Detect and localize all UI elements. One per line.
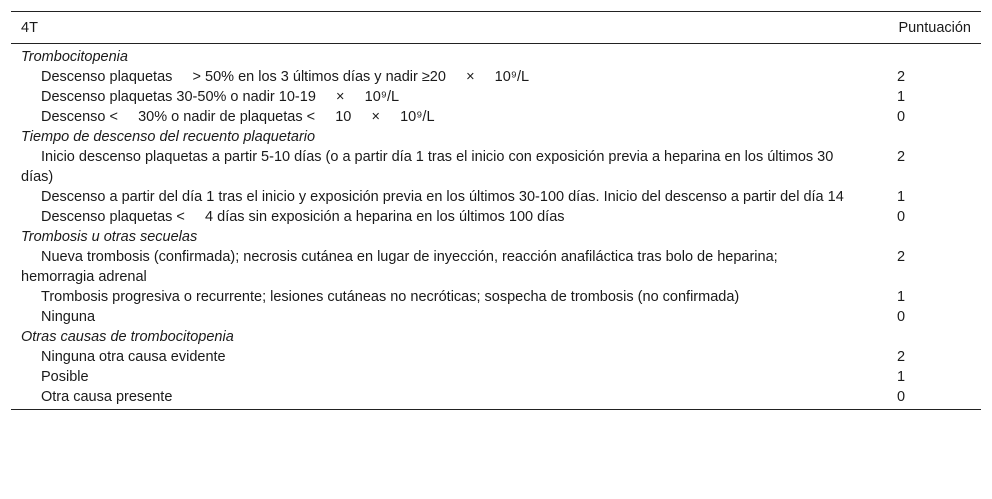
- score-cell: 1: [897, 189, 906, 205]
- score-cell: 1: [897, 89, 906, 105]
- section-label: Otras causas de trombocitopenia: [21, 329, 234, 345]
- table-row: [11, 247, 981, 287]
- section-label: Tiempo de descenso del recuento plaquetario: [21, 129, 316, 145]
- criterion-text: Descenso plaquetas 30-50% o nadir 10-19 × 10⁹/L: [41, 89, 400, 105]
- table-header: [11, 12, 981, 44]
- table-row: [11, 107, 981, 127]
- score-cell: 2: [897, 349, 906, 365]
- table-row: [11, 147, 981, 187]
- table-row: [11, 187, 981, 207]
- table-row: [11, 287, 981, 307]
- section-row: [11, 327, 981, 347]
- criterion-text: Ninguna otra causa evidente: [41, 349, 226, 365]
- criterion-text: Trombosis progresiva o recurrente; lesiones cutáneas no necróticas; sospecha de trombosis (no confirmada): [41, 289, 740, 305]
- table-body: [11, 44, 981, 409]
- score-cell: [885, 227, 981, 247]
- section-row: [11, 47, 981, 67]
- table-row: [11, 87, 981, 107]
- score-cell: 0: [897, 309, 906, 325]
- header-col-4t: 4T: [21, 19, 38, 36]
- table-row: [11, 347, 981, 367]
- criterion-text: Ninguna: [41, 309, 96, 325]
- section-row: [11, 227, 981, 247]
- score-cell: 0: [897, 109, 906, 125]
- table-row: [11, 387, 981, 407]
- score-cell: [885, 327, 981, 347]
- criterion-text: Nueva trombosis (confirmada); necrosis cutánea en lugar de inyección, reacción anafiláctica tras bolo de heparina; hemorragia adrenal: [21, 249, 778, 285]
- criterion-text: Descenso plaquetas < 4 días sin exposición a heparina en los últimos 100 días: [41, 209, 565, 225]
- criterion-text: Otra causa presente: [41, 389, 173, 405]
- score-cell: 0: [897, 209, 906, 225]
- score-cell: 2: [897, 149, 906, 165]
- table-row: [11, 67, 981, 87]
- criterion-text: Descenso plaquetas > 50% en los 3 últimos días y nadir ≥20 × 10⁹/L: [41, 69, 530, 85]
- criterion-text: Descenso a partir del día 1 tras el inicio y exposición previa en los últimos 30-100 días. Inicio del descenso a partir del día 14: [41, 189, 844, 205]
- section-label: Trombosis u otras secuelas: [21, 229, 198, 245]
- table-row: [11, 367, 981, 387]
- section-label: Trombocitopenia: [21, 49, 128, 65]
- criterion-text: Inicio descenso plaquetas a partir 5-10 días (o a partir día 1 tras el inicio con exposición previa a heparina en los últimos 30 días): [21, 149, 834, 185]
- table-row: [11, 307, 981, 327]
- score-cell: [885, 47, 981, 67]
- score-cell: 2: [897, 69, 906, 85]
- criterion-text: Descenso < 30% o nadir de plaquetas < 10 × 10⁹/L: [41, 109, 435, 125]
- section-row: [11, 127, 981, 147]
- score-cell: [885, 127, 981, 147]
- criterion-text: Posible: [41, 369, 89, 385]
- score-cell: 1: [897, 289, 906, 305]
- score-cell: 1: [897, 369, 906, 385]
- table-row: [11, 207, 981, 227]
- header-col-puntuacion: Puntuación: [898, 19, 971, 36]
- score-cell: 0: [897, 389, 906, 405]
- score-cell: 2: [897, 249, 906, 265]
- score-table: [11, 11, 981, 410]
